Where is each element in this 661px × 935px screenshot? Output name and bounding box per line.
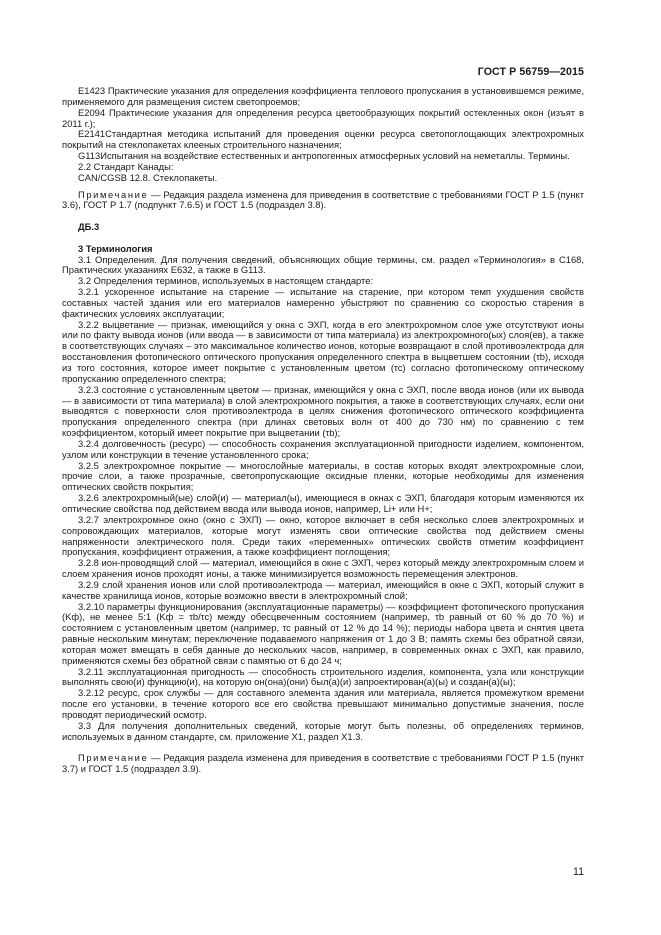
canada-item: CAN/CGSB 12.8. Стеклопакеты. xyxy=(78,171,218,183)
note-2-label: Примечание xyxy=(78,752,149,764)
note-2-text: — Редакция раздела изменена для приведения в соответствие с требованиями ГОСТ Р 1.5 (пункт 3.7) и ГОСТ 1.5 (подраздел 3.9). xyxy=(62,752,584,775)
note-1 xyxy=(62,190,584,212)
para-3-2-12: 3.2.12 ресурс, срок службы — для составного элемента здания или материала, является промежутком времени после его установки, в течение которого все его свойства превышают минимально допустимые значения, после проводят периодический осмотр. xyxy=(62,687,584,720)
para-3-2-9: 3.2.9 слой хранения ионов или слой противоэлектрода — материал, имеющийся в окне с ЭХП, который служит в качестве хранилища ионов, которые возможно ввести в электрохромный слой; xyxy=(62,578,584,601)
para-3-2-5: 3.2.5 электрохромное покрытие — многослойные материалы, в состав которых входят электрохромные слои, прочие слои, а также прозрачные, светопропускающие оксидные пленки, которые необходимы для изменения оптических свойств покрытия; xyxy=(62,459,584,493)
ref-e2094: E2094 Практические указания для определения ресурса цветообразующих покрытий остекленных окон (изъят в 2011 г.); xyxy=(62,106,584,129)
note-2 xyxy=(62,753,584,775)
para-3-2: 3.2 Определения терминов, используемых в настоящем стандарте: xyxy=(78,275,374,287)
note-1-text: — Редакция раздела изменена для приведения в соответствие с требованиями ГОСТ Р 1.5 (пункт 3.6), ГОСТ Р 1.7 (подпункт 7.6.5) и ГОСТ 1.5 (подраздел 3.8). xyxy=(62,188,584,211)
ref-e1423: E1423 Практические указания для определения коэффициента теплового пропускания в установившемся режиме, применяемого для размещения систем светопроемов; xyxy=(62,85,584,107)
ref-e2141: E2141Стандартная методика испытаний для проведения оценки ресурса светопоглощающих электрохромных покрытий на стеклопакетах клееных строительного назначения; xyxy=(62,128,584,151)
para-3-3: 3.3 Для получения дополнительных сведений, которые могут быть полезны, об определениях терминов, используемых в данном стандарте, см. приложение X1, раздел X1.3. xyxy=(62,719,584,742)
section-title: 3 Терминология xyxy=(78,242,153,254)
page-number: 11 xyxy=(573,866,584,878)
para-3-2-11: 3.2.11 эксплуатационная пригодность — способность строительного изделия, компонента, узла или конструкции выполнять свою(и) функцию(и), на которую он(она)(они) был(а)(и) запроектирован(а)(ы) и создан(а)(ы); xyxy=(62,665,584,688)
para-3-2-4: 3.2.4 долговечность (ресурс) — способность сохранения эксплуатационной пригодности изделием, компонентом, узлом или конструкции в течение установленного срока; xyxy=(62,437,584,460)
para-3-2-1: 3.2.1 ускоренное испытание на старение — испытание на старение, при котором темп ухудшения свойств составных частей здания или его материалов намеренно убыстряют по сравнению со скоростью старения в фактических условиях эксплуатации; xyxy=(62,286,584,319)
para-3-2-3: 3.2.3 состояние с установленным цветом — признак, имеющийся у окна с ЭХП, после ввода ионов (или их вывода — в зависимости от типа материала) в слой электрохромного покрытия, а также в соответствующих случаях, если они выводятся с поверхности слоя противоэлектрода в целях снижения фотопического оптического коэффициента пропускания определенного спектра (при длинах световых волн от 400 до 730 нм) по сравнению с тем коэффициентом, который имеет покрытие при выцветании (τb); xyxy=(62,383,584,439)
para-3-2-8: 3.2.8 ион-проводящий слой — материал, имеющийся в окне с ЭХП, через который между электрохромным слоем и слоем хранения ионов проходят ионы, а также минимизируется возможность перемещения электронов. xyxy=(62,557,584,580)
section-code: ДБ.3 xyxy=(78,221,100,233)
document-body xyxy=(62,86,584,775)
para-3-1: 3.1 Определения. Для получения сведений, объясняющих общие термины, см. раздел «Терминология» в C168, Практических указаниях E632, а также в G113. xyxy=(62,253,584,276)
para-3-2-6: 3.2.6 электрохромный(ые) слой(и) — материал(ы), имеющиеся в окнах с ЭХП, благодаря которым изменяются их оптические свойства под действием ввода или вывода ионов, например, Li+ или H+; xyxy=(62,492,584,514)
para-3-2-7: 3.2.7 электрохромное окно (окно с ЭХП) — окно, которое включает в себя несколько слоев электрохромных и сопровождающих материалов, которые могут изменять свои оптические свойства под действием смены напряженности электрического поля. Среди таких «переменных» оптических свойств отметим коэффициент пропускания, коэффициент отражения, а также коэффициент поглощения; xyxy=(62,513,584,558)
ref-g113: G113Испытания на воздействие естественных и антропогенных атмосферных условий на неметаллы. Термины. xyxy=(78,150,570,162)
para-3-2-10: 3.2.10 параметры функционирования (эксплуатационные параметры) — коэффициент фотопического пропускания (Kф), не менее 5:1 (Kф = τb/τc) между обесцвеченным состоянием (например, τb равный от 60 % до 70 %) и состоянием с установленным цветом (например, τc равный от 12 % до 14 %); периоды набора цвета и снятия цвета равные нескольким минутам; переключение подаваемого напряжения от 1 до 3 В; память схемы без обратной связи, которая может вмещать в себя данные до нескольких часов, например, в современных окнах с ЭХП, как правило, применяются схемы без обратной связи с памятью от 6 до 24 ч; xyxy=(62,600,584,666)
note-1-label: Примечание xyxy=(78,188,149,200)
standard-header: ГОСТ Р 56759—2015 xyxy=(477,66,584,78)
para-3-2-2: 3.2.2 выцветание — признак, имеющийся у окна с ЭХП, когда в его электрохромном слое уже отсутствуют ионы или по факту вывода ионов (или ввода — в зависимости от типа материала) из электрохромного(ых) слоя(ев), а также в соответствующих случаях – это максимальное количество ионов, которые возвращают в слой противоэлектрода для восстановления фотопического оптического пропускания определенного спектра в выцветшем состоянии (τb), исходя из того состояния, которое имеет покрытие с установленным цветом (τc) согласно фотопическому оптическому пропусканию определенного спектра; xyxy=(62,318,584,384)
canada-heading: 2.2 Стандарт Канады: xyxy=(78,160,174,172)
